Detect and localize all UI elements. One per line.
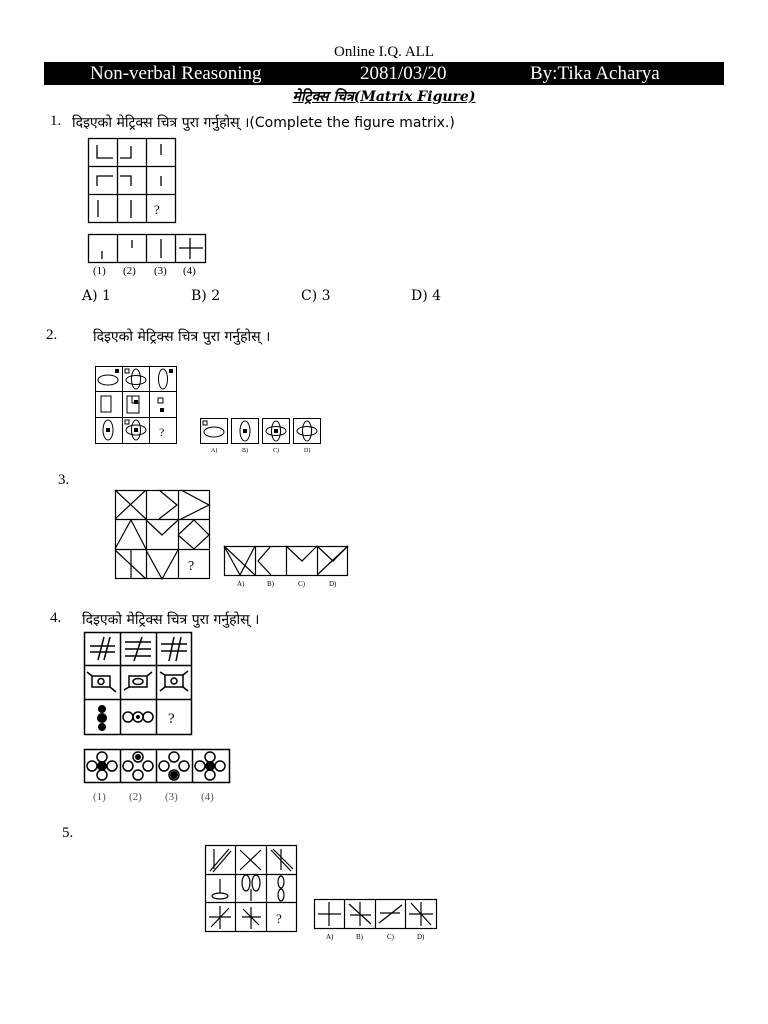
q2-matrix: [95, 366, 179, 444]
answer-option[interactable]: A) 1: [82, 288, 111, 304]
question-prompt: दिइएको मेट्रिक्स चित्र पुरा गर्नुहोस् ।: [93, 329, 271, 345]
topic-heading: [0, 87, 768, 106]
q2-fig-label: C): [273, 448, 279, 454]
q1-fig-label: (1): [93, 265, 106, 277]
header-banner: [44, 62, 724, 85]
q1-matrix: [88, 138, 178, 224]
q3-fig-label: D): [329, 580, 337, 588]
q3-fig-label: B): [267, 580, 274, 588]
q1-fig-label: (2): [123, 265, 136, 277]
q5-missing-mark: ?: [276, 911, 282, 926]
q2-missing-mark: ?: [159, 425, 165, 439]
q5-fig-label: D): [417, 933, 425, 941]
q1-fig-label: (4): [183, 265, 196, 277]
q1-fig-label: (3): [154, 265, 167, 277]
q5-matrix: [205, 845, 299, 933]
q4-matrix: [84, 632, 194, 736]
q4-answer-figures: [84, 749, 232, 805]
question-prompt: दिइएको मेट्रिक्स चित्र पुरा गर्नुहोस् ।: [82, 612, 260, 628]
q1-missing-mark: ?: [154, 202, 160, 217]
q5-fig-label: B): [356, 933, 363, 941]
q1-answer-figures: [88, 234, 210, 278]
date-label: 2081/03/20: [360, 63, 447, 84]
q4-fig-label: (4): [201, 791, 214, 803]
q2-fig-label: D): [304, 448, 311, 454]
q3-fig-label: A): [237, 580, 245, 588]
answer-option[interactable]: B) 2: [191, 288, 221, 304]
q5-answer-figures: [314, 899, 440, 943]
q5-fig-label: C): [387, 933, 394, 941]
question-number: 4.: [50, 610, 62, 626]
answer-option[interactable]: C) 3: [301, 288, 331, 304]
q4-missing-mark: ?: [168, 711, 175, 727]
q3-matrix: [115, 490, 211, 580]
q3-fig-label: C): [298, 580, 305, 588]
question-number: 5.: [62, 825, 74, 841]
q2-fig-label: A): [211, 448, 218, 454]
q4-fig-label: (3): [165, 791, 178, 803]
q5-fig-label: A): [326, 933, 334, 941]
q4-fig-label: (2): [129, 791, 142, 803]
site-title: Online I.Q. ALL: [334, 44, 434, 60]
author-label: By:Tika Acharya: [530, 63, 660, 84]
question-prompt: दिइएको मेट्रिक्स चित्र पुरा गर्नुहोस् ।(Complete the figure matrix.): [72, 115, 455, 131]
q2-fig-label: B): [242, 448, 248, 454]
topic-english: (Matrix Figure): [353, 89, 476, 105]
question-number: 3.: [58, 472, 70, 488]
q4-fig-label: (1): [93, 791, 106, 803]
q2-answer-figures: [200, 418, 324, 454]
subject-label: Non-verbal Reasoning: [90, 63, 262, 84]
question-number: 2.: [46, 327, 58, 343]
question-number: 1.: [50, 113, 62, 129]
topic-nepali: मेट्रिक्स चित्र: [292, 89, 354, 105]
q3-missing-mark: ?: [188, 559, 195, 574]
q3-answer-figures: [224, 546, 350, 590]
answer-option[interactable]: D) 4: [411, 288, 442, 304]
